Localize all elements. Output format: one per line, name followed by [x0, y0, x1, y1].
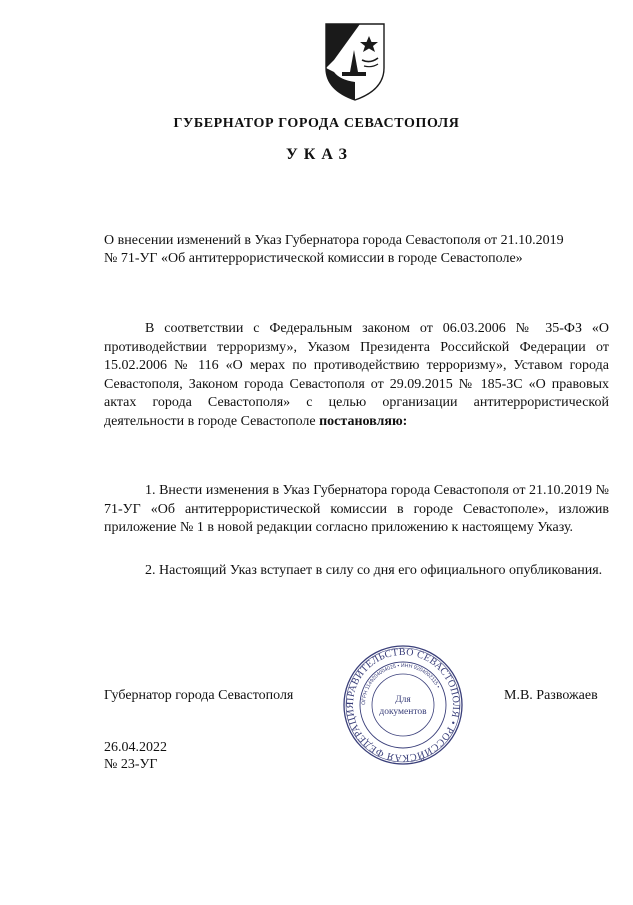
- subject-line-2: № 71-УГ «Об антитеррористической комиссии в городе Севастополе»: [104, 251, 523, 266]
- preamble-paragraph: [104, 320, 609, 432]
- seal-inner-text: ОГРН 1149204004025 • ИНН 9204002115 •: [360, 662, 441, 706]
- decree-item-1: 1. Внести изменения в Указ Губернатора города Севастополя от 21.10.2019 № 71-УГ «Об антитеррористической комиссии в городе Севастополе», изложив приложение № 1 в новой редакции согласно приложению к настоящему Указу.: [104, 483, 609, 536]
- document-type-title: УКАЗ: [286, 146, 353, 163]
- decree-item-2: 2. Настоящий Указ вступает в силу со дня его официального опубликования.: [145, 563, 603, 578]
- seal-outer-text: ПРАВИТЕЛЬСТВО СЕВАСТОПОЛЯ • РОССИЙСКАЯ ФЕДЕРАЦИЯ: [344, 646, 462, 764]
- decree-date: 26.04.2022: [104, 740, 167, 755]
- signatory-name: М.В. Развожаев: [504, 688, 598, 703]
- issuing-authority: ГУБЕРНАТОР ГОРОДА СЕВАСТОПОЛЯ: [173, 116, 460, 131]
- seal-center-line-2: документов: [379, 707, 427, 717]
- preamble-text: В соответствии с Федеральным законом от 06.03.2006 № 35-ФЗ «О противодействии терроризму», Указом Президента Российской Федерации от 15.02.2006 № 116 «О мерах по противодействию терроризму», Уставом города Севастополя, Законом города Севастополя от 29.09.2015 № 185-ЗС «О правовых актах города Севастополя» с целью организации антитеррористической деятельности в городе Севастополе: [104, 321, 609, 429]
- decree-number: № 23-УГ: [104, 757, 158, 772]
- subject-line-1: О внесении изменений в Указ Губернатора города Севастополя от 21.10.2019: [104, 233, 564, 248]
- decree-word: постановляю:: [319, 413, 408, 429]
- seal-center-line-1: Для: [395, 695, 411, 705]
- coat-of-arms-emblem: [320, 20, 390, 104]
- decree-subject: [104, 232, 624, 268]
- signatory-position: Губернатор города Севастополя: [104, 688, 294, 703]
- official-seal-stamp: [342, 644, 464, 766]
